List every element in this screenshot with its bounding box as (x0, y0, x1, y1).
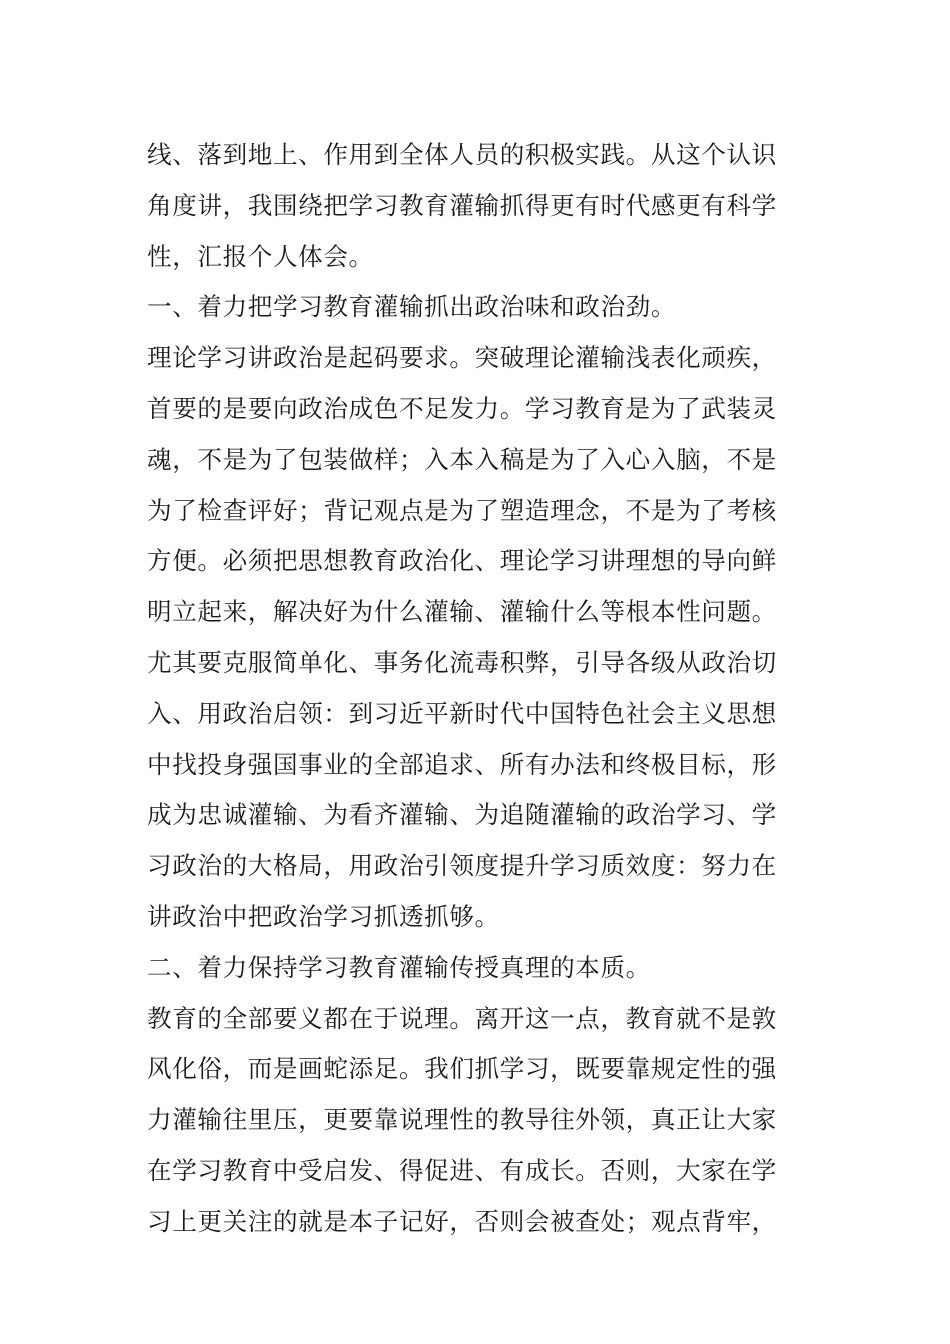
text-line: 讲政治中把政治学习抓透抓够。 (147, 901, 500, 931)
text-line: 习政治的大格局，用政治引领度提升学习质效度：努力在 (147, 851, 777, 881)
text-line: 习上更关注的就是本子记好，否则会被查处；观点背牢， (147, 1206, 777, 1236)
text-line: 尤其要克服简单化、事务化流毒积弊，引导各级从政治切 (147, 647, 777, 677)
text-line: 成为忠诚灌输、为看齐灌输、为追随灌输的政治学习、学 (147, 800, 777, 830)
body-text (147, 132, 807, 1250)
text-line: 线、落到地上、作用到全体人员的积极实践。从这个认识 (147, 140, 777, 169)
text-line: 方便。必须把思想教育政治化、理论学习讲理想的导向鲜 (147, 546, 777, 576)
text-line: 理论学习讲政治是起码要求。突破理论灌输浅表化顽疾， (147, 343, 777, 373)
text-line: 为了检查评好；背记观点是为了塑造理念，不是为了考核 (147, 495, 777, 525)
section-heading-1: 一、着力把学习教育灌输抓出政治味和政治劲。 (147, 292, 677, 322)
text-line: 在学习教育中受启发、得促进、有成长。否则，大家在学 (147, 1155, 777, 1185)
text-line: 中找投身强国事业的全部追求、所有办法和终极目标，形 (147, 749, 777, 779)
text-line: 角度讲，我围绕把学习教育灌输抓得更有时代感更有科学 (147, 190, 777, 220)
section-heading-2: 二、着力保持学习教育灌输传授真理的本质。 (147, 952, 651, 982)
text-line: 首要的是要向政治成色不足发力。学习教育是为了武装灵 (147, 393, 777, 423)
text-line: 明立起来，解决好为什么灌输、灌输什么等根本性问题。 (147, 597, 777, 627)
text-line: 教育的全部要义都在于说理。离开这一点，教育就不是敦 (147, 1003, 777, 1033)
text-line: 性，汇报个人体会。 (147, 241, 374, 271)
text-line: 魂，不是为了包装做样；入本入稿是为了入心入脑，不是 (147, 444, 777, 474)
text-line: 入、用政治启领：到习近平新时代中国特色社会主义思想 (147, 698, 777, 728)
text-line: 力灌输往里压，更要靠说理性的教导往外领，真正让大家 (147, 1105, 777, 1135)
text-line: 风化俗，而是画蛇添足。我们抓学习，既要靠规定性的强 (147, 1054, 777, 1084)
